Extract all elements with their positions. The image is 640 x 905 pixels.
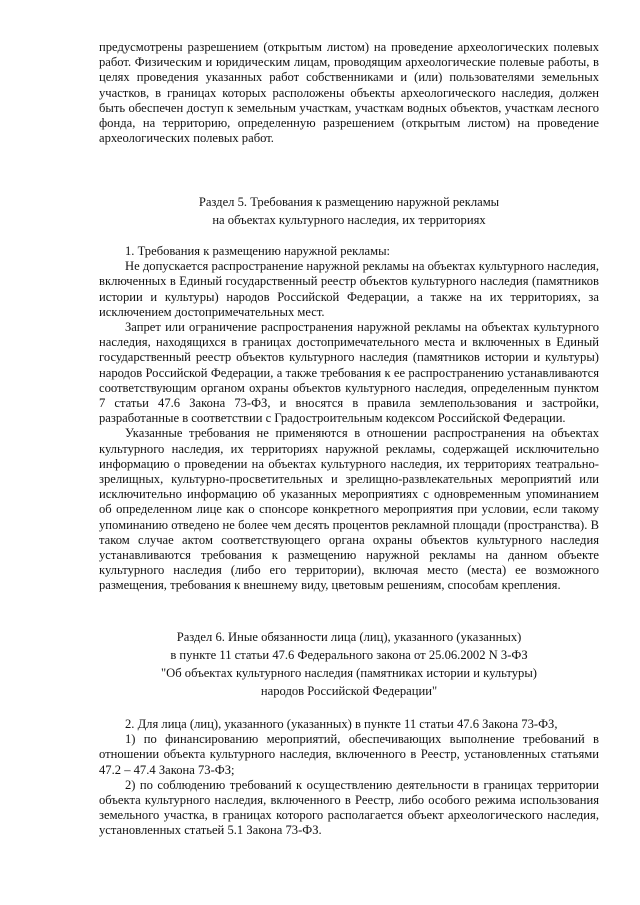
section6-heading: [99, 628, 599, 700]
intro-paragraph-block: [99, 40, 599, 146]
section5-paragraph3: Указанные требования не применяются в отношении распространения на объектах культурного наследия, их территориях наружной рекламы, содержащей исключительно информацию о проведении на объектах культурного наследия, их территориях театрально-зрелищных, культурно-просветительных и зрелищно-развлекательных мероприятий или исключительно информацию об указанных мероприятиях с одновременным упоминанием об определенном лице как о спонсоре конкретного мероприятия при условии, если такому упоминанию отведено не более чем десять процентов рекламной площади (пространства). В таком случае актом соответствующего органа охраны объектов культурного наследия устанавливаются требования к размещению наружной рекламы на данном объекте культурного наследия (либо его территории), включая место (места) ее возможного размещения, требования к внешнему виду, цветовым решениям, способам крепления.: [99, 426, 599, 593]
section6-heading-line3: "Об объектах культурного наследия (памятниках истории и культуры): [161, 666, 537, 680]
section6-heading-line4: народов Российской Федерации": [260, 684, 438, 698]
section6-heading-line2: в пункте 11 статьи 47.6 Федерального закона от 25.06.2002 N 3-ФЗ: [170, 648, 528, 662]
section6-item2-title: 2. Для лица (лиц), указанного (указанных) в пункте 11 статьи 47.6 Закона 73-ФЗ,: [125, 717, 558, 731]
section5-body: [99, 244, 599, 594]
section5-item1-title: 1. Требования к размещению наружной рекламы:: [125, 244, 391, 258]
section5-paragraph1: Не допускается распространение наружной рекламы на объектах культурного наследия, включенных в Единый государственный реестр объектов культурного наследия (памятников истории и культуры) народов Российской Федерации, а также на их территориях, за исключением достопримечательных мест.: [99, 259, 599, 319]
section5-heading-line1: Раздел 5. Требования к размещению наружной рекламы: [198, 195, 500, 209]
section6-subitem1: 1) по финансированию мероприятий, обеспечивающих выполнение требований в отношении объекта культурного наследия, включенного в Реестр, установленных статьями 47.2 – 47.4 Закона 73-ФЗ;: [99, 732, 599, 777]
section6-heading-line1: Раздел 6. Иные обязанности лица (лиц), указанного (указанных): [176, 630, 522, 644]
intro-paragraph: предусмотрены разрешением (открытым листом) на проведение археологических полевых работ. Физическим и юридическим лицам, проводящим археологические полевые работы, в целях проведения указанных работ собственниками и (или) пользователями земельных участков, в границах которых расположены объекты археологического наследия, должен быть обеспечен доступ к земельным участкам, участкам водных объектов, участкам лесного фонда, на территорию, определенную разрешением (открытым листом) на проведение археологических полевых работ.: [99, 40, 599, 146]
section5-heading-line2: на объектах культурного наследия, их территориях: [212, 213, 486, 227]
section5-paragraph2: Запрет или ограничение распространения наружной рекламы на объектах культурного наследия, находящихся в границах достопримечательного места и включенных в Единый государственный реестр объектов культурного наследия (памятников истории и культуры) народов Российской Федерации, а также требования к ее распространению устанавливаются соответствующим органом охраны объектов культурного наследия, определенным пунктом 7 статьи 47.6 Закона 73-ФЗ, и вносятся в правила землепользования и застройки, разработанные в соответствии с Градостроительным кодексом Российской Федерации.: [99, 320, 599, 426]
section6-body: [99, 717, 599, 839]
section6-subitem2: 2) по соблюдению требований к осуществлению деятельности в границах территории объекта культурного наследия, включенного в Реестр, либо особого режима использования земельного участка, в границах которого располагается объект археологического наследия, установленных статьей 5.1 Закона 73-ФЗ.: [99, 777, 599, 838]
section5-heading: [99, 193, 599, 229]
